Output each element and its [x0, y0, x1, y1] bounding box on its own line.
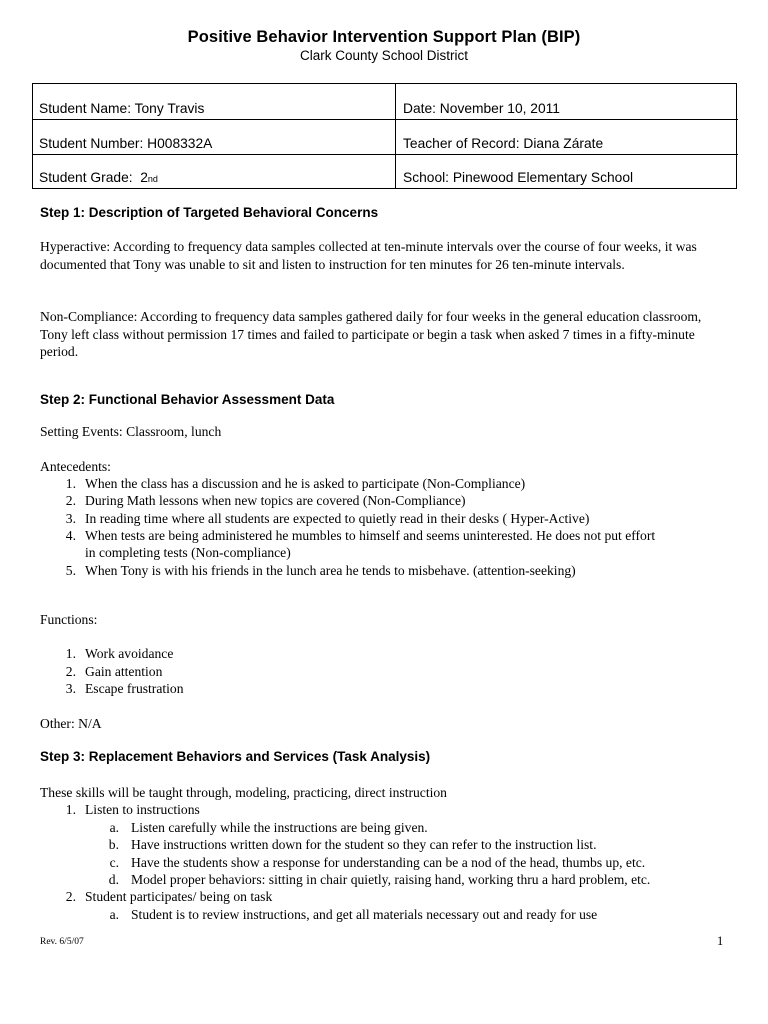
student-info-table [32, 83, 737, 189]
document-title: Positive Behavior Intervention Support Plan (BIP) [187, 28, 581, 46]
subtask-letter: c. [109, 855, 119, 870]
step3-heading: Step 3: Replacement Behaviors and Services (Task Analysis) [40, 749, 431, 764]
subtask-letter: a. [109, 907, 119, 922]
school-cell: School: Pinewood Elementary School [403, 170, 634, 185]
antecedent-text: When Tony is with his friends in the lunch area he tends to misbehave. (attention-seeking) [85, 563, 576, 578]
teacher-cell: Teacher of Record: Diana Zárate [396, 120, 738, 155]
subtask-text: Have instructions written down for the student so they can refer to the instruction list. [131, 837, 597, 852]
subtask-text: Have the students show a response for understanding can be a nod of the head, thumbs up, etc. [131, 855, 646, 870]
revision-note: Rev. 6/5/07 [40, 937, 84, 947]
other-line: Other: N/A [40, 716, 102, 731]
antecedents-label: Antecedents: [40, 459, 111, 474]
task-number: 1. [65, 802, 76, 817]
hyperactive-paragraph: Hyperactive: According to frequency data samples collected at ten-minute intervals over the course of four weeks, it was documented that Tony was unable to sit and listen to instruction for ten minutes for 26 ten-minute intervals. [40, 239, 697, 272]
antecedent-text: When tests are being administered he mumbles to himself and seems uninterested. He does not put effort [85, 528, 656, 543]
subtask-text: Model proper behaviors: sitting in chair quietly, raising hand, working thru a hard problem, etc. [131, 872, 651, 887]
subtask-text: Listen carefully while the instructions are being given. [131, 820, 428, 835]
function-number: 3. [65, 681, 76, 696]
subtask-letter: a. [109, 820, 119, 835]
student-number-cell: Student Number: H008332A [33, 120, 396, 155]
antecedent-number: 3. [65, 511, 76, 526]
antecedent-number: 2. [65, 493, 76, 508]
grade-cell: Student Grade: 2 $^{nd}$ [33, 155, 396, 188]
antecedent-text: During Math lessons when new topics are covered (Non-Compliance) [85, 493, 466, 508]
setting-events: Setting Events: Classroom, lunch [40, 424, 222, 439]
function-text: Work avoidance [85, 646, 174, 661]
antecedent-number: 4. [65, 528, 76, 543]
functions-label: Functions: [40, 612, 98, 627]
function-text: Escape frustration [85, 681, 184, 696]
step1-heading: Step 1: Description of Targeted Behavioral Concerns [40, 205, 379, 220]
subtask-letter: b. [108, 837, 119, 852]
page-number: 1 [717, 934, 724, 948]
task-text: Listen to instructions [85, 802, 200, 817]
function-number: 1. [65, 646, 76, 661]
subtask-letter: d. [108, 872, 119, 887]
student-name-cell: Student Name: Tony Travis [33, 84, 396, 120]
antecedent-number: 5. [65, 563, 76, 578]
noncompliance-paragraph: Non-Compliance: According to frequency data samples gathered daily for four weeks in the general education classroom, Tony left class without permission 17 times and failed to participate or begin a task when asked 7 times in a fifty-minute period. [40, 309, 702, 359]
grade-label: Student Grade: 2 [39, 170, 148, 185]
date-cell: Date: November 10, 2011 [396, 84, 738, 120]
antecedent-number: 1. [65, 476, 76, 491]
subtask-text: Student is to review instructions, and get all materials necessary out and ready for use [131, 907, 598, 922]
step3-intro: These skills will be taught through, modeling, practicing, direct instruction [40, 785, 447, 800]
function-number: 2. [65, 664, 76, 679]
antecedent-text: In reading time where all students are expected to quietly read in their desks ( Hyper-Active) [85, 511, 590, 526]
task-text: Student participates/ being on task [85, 889, 273, 904]
district-name: Clark County School District [299, 48, 469, 63]
task-number: 2. [65, 889, 76, 904]
antecedent-text: in completing tests (Non-compliance) [85, 545, 291, 560]
step2-heading: Step 2: Functional Behavior Assessment Data [40, 392, 335, 407]
function-text: Gain attention [85, 664, 163, 679]
antecedent-text: When the class has a discussion and he is asked to participate (Non-Compliance) [85, 476, 526, 491]
